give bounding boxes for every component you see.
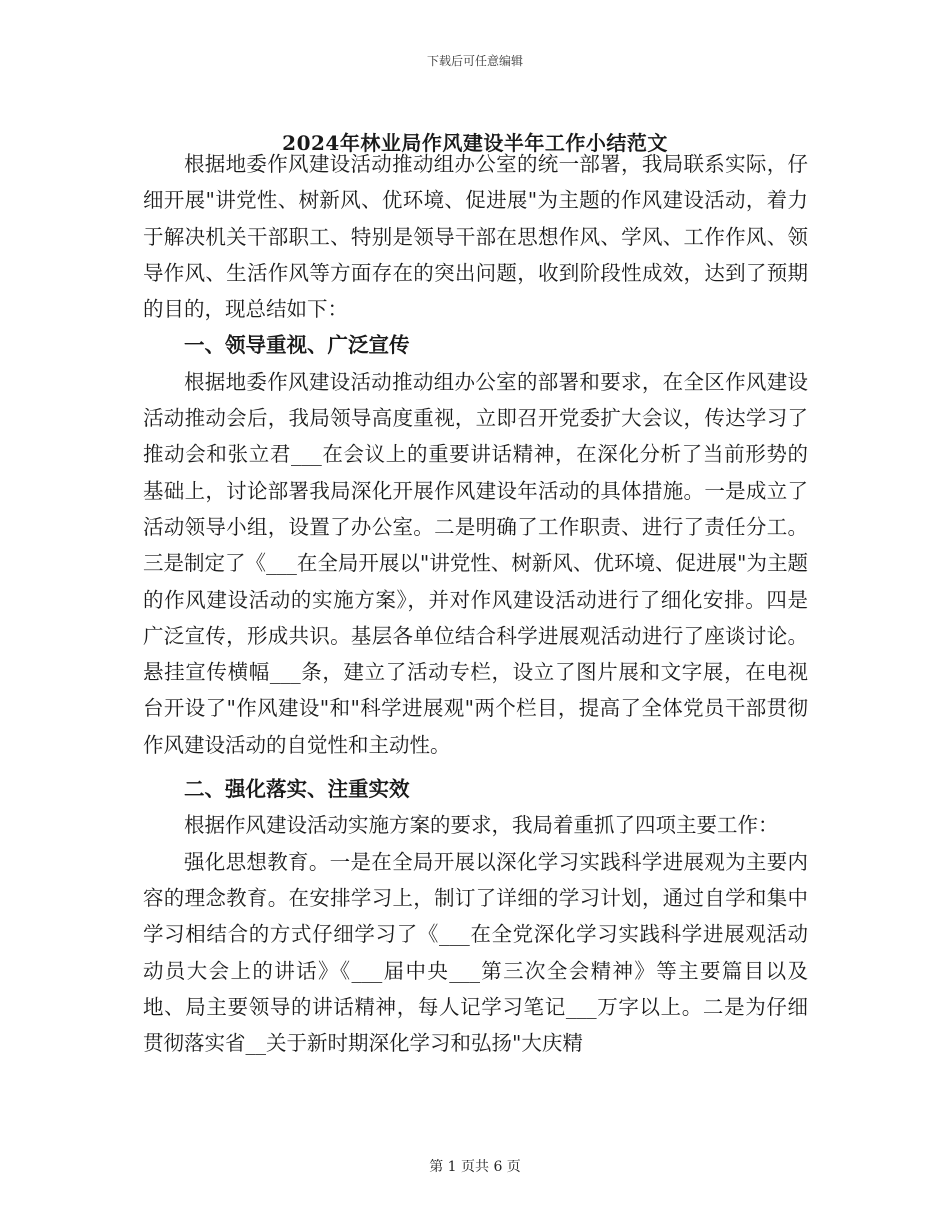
document-body (143, 146, 808, 1061)
intro-paragraph: 根据地委作风建设活动推动组办公室的统一部署，我局联系实际，仔细开展"讲党性、树新风、优环境、促进展"为主题的作风建设活动，着力于解决机关干部职工、特别是领导干部在思想作风、学风、工作作风、领导作风、生活作风等方面存在的突出问题，收到阶段性成效，达到了预期的目的，现总结如下： (143, 152, 808, 322)
section-1-heading: 一、领导重视、广泛宣传 (184, 333, 410, 358)
section-2-paragraph-1: 根据作风建设活动实施方案的要求，我局着重抓了四项主要工作： (184, 813, 779, 838)
section-2-heading: 二、强化落实、注重实效 (184, 777, 410, 802)
header-note: 下载后可任意编辑 (426, 54, 523, 68)
page-footer: 第 1 页共 6 页 (429, 1159, 521, 1175)
section-1-paragraph: 根据地委作风建设活动推动组办公室的部署和要求，在全区作风建设活动推动会后，我局领导高度重视，立即召开党委扩大会议，传达学习了推动会和张立君___在会议上的重要讲话精神，在深化分析了当前形势的基础上，讨论部署我局深化开展作风建设年活动的具体措施。一是成立了活动领导小组，设置了办公室。二是明确了工作职责、进行了责任分工。三是制定了《___在全局开展以"讲党性、树新风、优环境、促进展"为主题的作风建设活动的实施方案》，并对作风建设活动进行了细化安排。四是广泛宣传，形成共识。基层各单位结合科学进展观活动进行了座谈讨论。悬挂宣传横幅___条，建立了活动专栏，设立了图片展和文字展，在电视台开设了"作风建设"和"科学进展观"两个栏目，提高了全体党员干部贯彻作风建设活动的自觉性和主动性。 (143, 369, 808, 757)
section-2-paragraph-2: 强化思想教育。一是在全局开展以深化学习实践科学进展观为主要内容的理念教育。在安排学习上，制订了详细的学习计划，通过自学和集中学习相结合的方式仔细学习了《___在全党深化学习实践科学进展观活动动员大会上的讲话》《___届中央___第三次全会精神》等主要篇目以及地、局主要领导的讲话精神，每人记学习笔记___万字以上。二是为仔细贯彻落实省__关于新时期深化学习和弘扬"大庆精 (143, 849, 808, 1056)
document-title: 2024年林业局作风建设半年工作小结范文 (282, 131, 668, 156)
